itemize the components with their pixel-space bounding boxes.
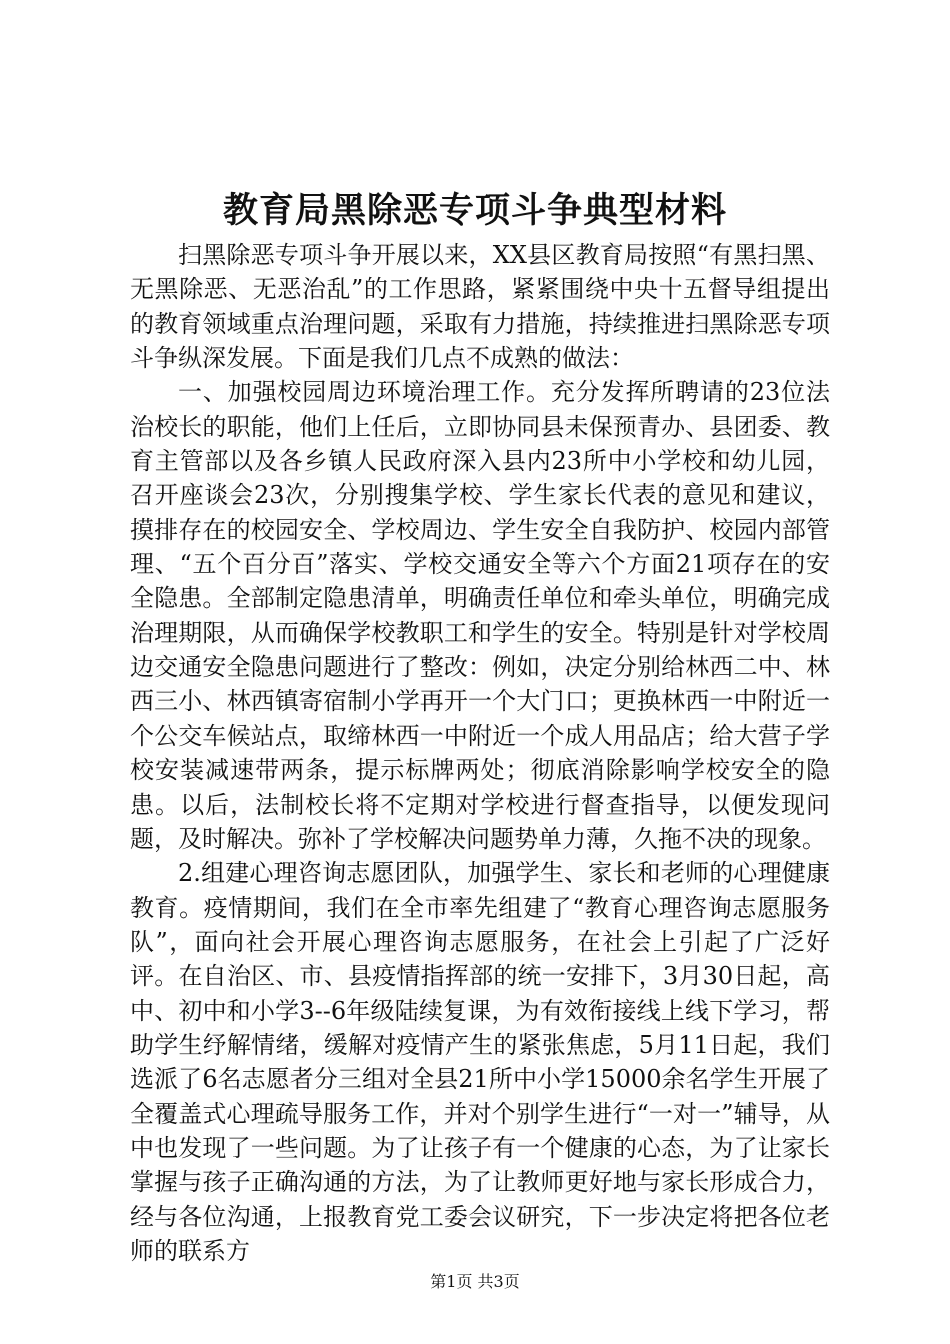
paragraph-campus-safety: 一、加强校园周边环境治理工作。充分发挥所聘请的23位法治校长的职能，他们上任后，立即协同县未保预青办、县团委、教育主管部以及各乡镇人民政府深入县内23所中小学校和幼儿园，召开座谈会23次，分别搜集学校、学生家长代表的意见和建议，摸排存在的校园安全、学校周边、学生安全自我防护、校园内部管理、“五个百分百”落实、学校交通安全等六个方面21项存在的安全隐患。全部制定隐患清单，明确责任单位和牵头单位，明确完成治理期限，从而确保学校教职工和学生的安全。特别是针对学校周边交通安全隐患问题进行了整改：例如，决定分别给林西二中、林西三小、林西镇寄宿制小学再开一个大门口；更换林西一中附近一个公交车候站点，取缔林西一中附近一个成人用品店；给大营子学校安装减速带两条，提示标牌两处；彻底消除影响学校安全的隐患。以后，法制校长将不定期对学校进行督查指导，以便发现问题，及时解决。弥补了学校解决问题势单力薄，久拖不决的现象。 (130, 378, 830, 853)
paragraph-intro: 扫黑除恶专项斗争开展以来，XX县区教育局按照“有黑扫黑、无黑除恶、无恶治乱”的工作思路，紧紧围绕中央十五督导组提出的教育领域重点治理问题，采取有力措施，持续推进扫黑除恶专项斗争纵深发展。下面是我们几点不成熟的做法： (130, 241, 830, 373)
page-number-footer: 第1页 共3页 (430, 1272, 520, 1291)
document-body (130, 238, 830, 1268)
page-title: 教育局黑除恶专项斗争典型材料 (222, 190, 727, 231)
paragraph-psychological-counseling: 2.组建心理咨询志愿团队，加强学生、家长和老师的心理健康教育。疫情期间，我们在全市率先组建了“教育心理咨询志愿服务队”，面向社会开展心理咨询志愿服务，在社会上引起了广泛好评。在自治区、市、县疫情指挥部的统一安排下，3月30日起，高中、初中和小学3--6年级陆续复课，为有效衔接线上线下学习，帮助学生纾解情绪，缓解对疫情产生的紧张焦虑，5月11日起，我们选派了6名志愿者分三组对全县21所中小学15000余名学生开展了全覆盖式心理疏导服务工作，并对个别学生进行“一对一”辅导，从中也发现了一些问题。为了让孩子有一个健康的心态，为了让家长掌握与孩子正确沟通的方法，为了让教师更好地与家长形成合力，经与各位沟通，上报教育党工委会议研究，下一步决定将把各位老师的联系方 (130, 859, 830, 1265)
